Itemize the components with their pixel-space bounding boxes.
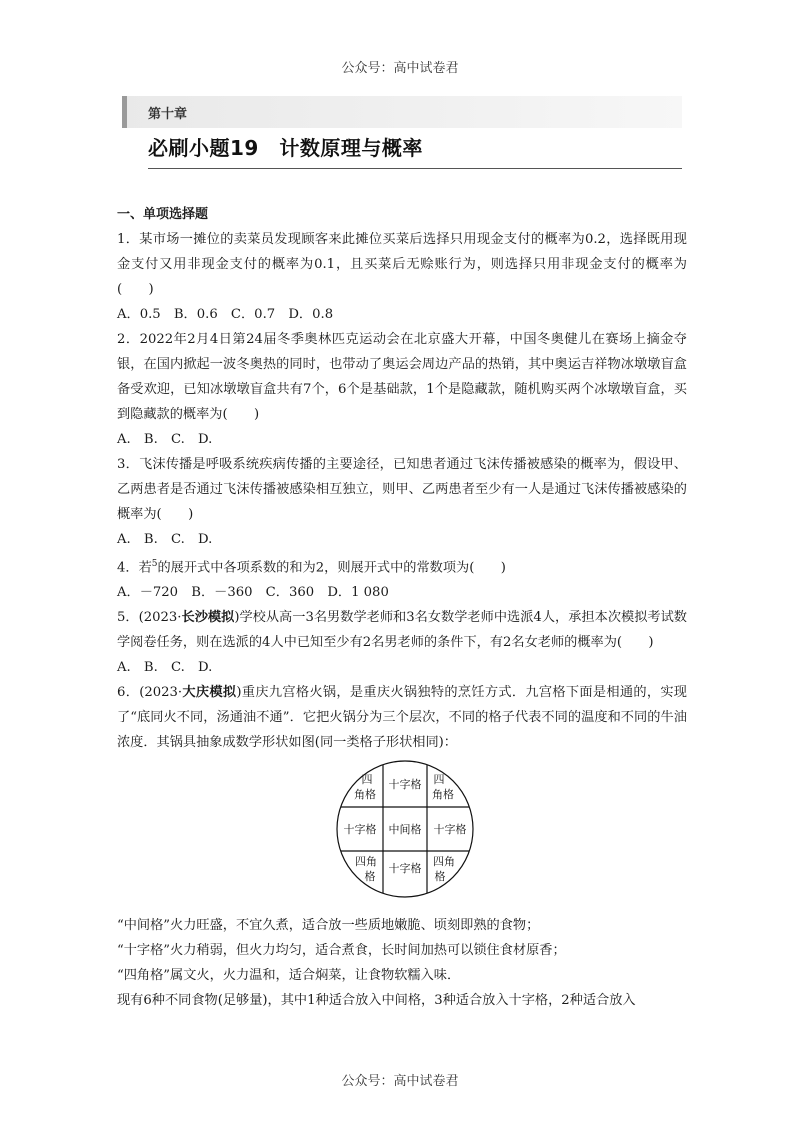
question-4-prefix: 4．若 [117,560,152,576]
chapter-band-accent [122,96,127,128]
question-5-number: 5．(2023· [117,610,182,626]
question-4-options: A．－720 B．－360 C．360 D．1 080 [117,585,389,601]
question-6-line4: 现有6种不同食物(足够量)，其中1种适合放入中间格，3种适合放入十字格，2种适合放入 [117,993,636,1009]
cell-tl-line2: 角格 [354,788,376,802]
question-1-text: 1．某市场一摊位的卖菜员发现顾客来此摊位买菜后选择只用现金支付的概率为0.2，选择既用现金支付又用非现金支付的概率为0.1，且买菜后无赊账行为，则选择只用非现金支付的概率为( ) [117,232,687,297]
page-title: 必刷小题19 计数原理与概率 [148,136,423,160]
question-6-line2: “十字格”火力稍弱，但火力均匀，适合煮食，长时间加热可以锁住食材原香； [117,943,566,959]
chapter-label: 第十章 [148,107,188,122]
section-heading: 一、单项选择题 [117,207,209,222]
cell-br-line2: 格 [434,870,446,884]
question-3-text: 3．飞沫传播是呼吸系统疾病传播的主要途径，已知患者通过飞沫传播被感染的概率为，假设甲、乙两患者是否通过飞沫传播被感染相互独立，则甲、乙两患者至少有一人是通过飞沫传播被感染的概率为( ) [117,457,687,522]
hotpot-diagram [335,759,475,899]
question-content [117,202,687,1013]
cell-bl-line2: 格 [364,870,376,884]
cell-mc: 中间格 [388,823,422,837]
question-3-options: A. B. C. D. [117,532,213,547]
question-2-options: A. B. C. D. [117,432,213,447]
question-2-text: 2．2022年2月4日第24届冬季奥林匹克运动会在北京盛大开幕，中国冬奥健儿在赛场上摘金夺银，在国内掀起一波冬奥热的同时，也带动了奥运会周边产品的热销，其中奥运吉祥物冰墩墩盲盒备受欢迎，已知冰墩墩盲盒共有7个，6个是基础款，1个是隐藏款，随机购买两个冰墩墩盲盒，买到隐藏款的概率为( ) [117,332,687,422]
question-4-body: 的展开式中各项系数的和为2，则展开式中的常数项为( ) [157,560,506,576]
page-footer: 公众号：高中试卷君 [341,1074,459,1089]
page-header: 公众号：高中试卷君 [341,61,459,76]
question-6-text [117,680,687,755]
cell-tl-line1: 四 [361,773,373,787]
question-5-body: )学校从高一3名男数学老师和3名女数学老师中选派4人，承担本次模拟考试数学阅卷任务，则在选派的4人中已知至少有2名男老师的条件下，有2名女老师的概率为( ) [117,610,687,651]
cell-br-line1: 四角 [433,855,455,869]
cell-bl-line1: 四角 [355,855,377,869]
question-6-body: )重庆九宫格火锅，是重庆火锅独特的烹饪方式．九宫格下面是相通的，实现了“底同火不同，汤通油不通”．它把火锅分为三个层次，不同的格子代表不同的温度和不同的牛油浓度．其锅具抽象成数学形状如图(同一类格子形状相同)： [117,685,687,751]
question-4-text [117,552,687,580]
hotpot-figure [117,759,687,909]
question-6-source: 大庆模拟 [182,685,237,701]
cell-tc: 十字格 [388,778,422,792]
cell-tr-line1: 四 [433,773,445,787]
title-divider [148,168,682,169]
cell-bc: 十字格 [388,862,422,876]
question-6-number: 6．(2023· [117,685,183,701]
cell-tr-line2: 角格 [432,788,454,802]
question-5-source: 长沙模拟 [181,610,235,626]
chapter-band [122,96,682,128]
cell-ml: 十字格 [343,823,377,837]
question-6-line1: “中间格”火力旺盛，不宜久煮，适合放一些质地嫩脆、顷刻即熟的食物； [117,918,540,934]
question-5-text [117,605,687,655]
question-6-line3: “四角格”属文火，火力温和，适合焖菜，让食物软糯入味． [117,968,461,984]
question-1-options: A．0.5 B．0.6 C．0.7 D．0.8 [117,307,334,322]
cell-mr: 十字格 [433,823,467,837]
question-5-options: A. B. C. D. [117,660,213,676]
question-4-exponent: 5 [151,559,158,569]
